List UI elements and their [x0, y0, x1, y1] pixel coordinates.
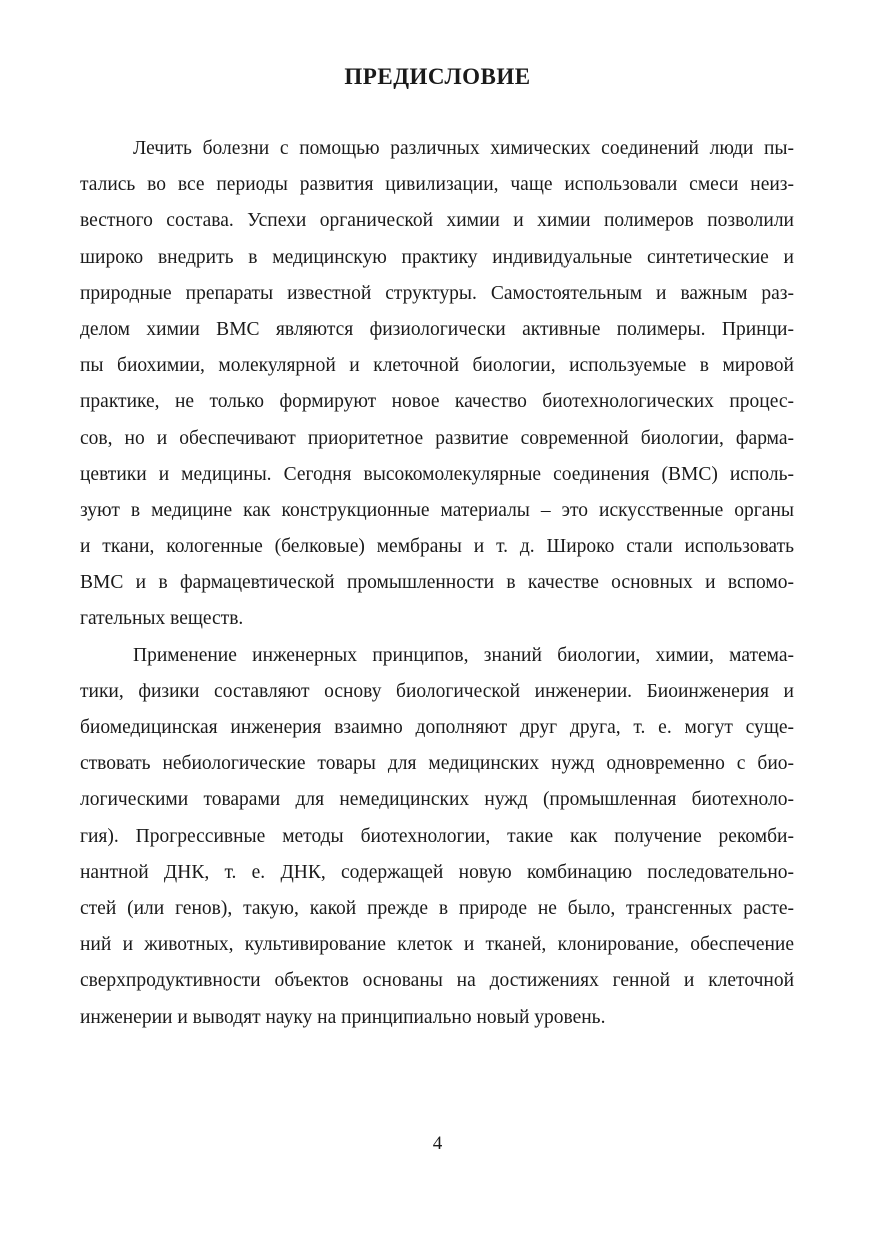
- paragraph-1: [80, 131, 794, 638]
- text-line: цевтики и медицины. Сегодня высокомолекулярные соединения (ВМС) исполь-: [80, 463, 794, 485]
- text-line: Лечить болезни с помощью различных химических соединений люди пы-: [133, 138, 794, 159]
- text-line: Применение инженерных принципов, знаний биологии, химии, матема-: [133, 644, 794, 666]
- text-line: практике, не только формируют новое качество биотехнологических процес-: [80, 391, 794, 413]
- text-line: пы биохимии, молекулярной и клеточной биологии, используемые в мировой: [80, 355, 794, 377]
- text-line: природные препараты известной структуры. Самостоятельным и важным раз-: [80, 282, 794, 304]
- text-line: сов, но и обеспечивают приоритетное развитие современной биологии, фарма-: [80, 427, 794, 449]
- text-line: биомедицинская инженерия взаимно дополняют друг друга, т. е. могут суще-: [80, 717, 794, 738]
- text-line: гательных веществ.: [80, 608, 244, 630]
- page-title: ПРЕДИСЛОВИЕ: [344, 64, 531, 89]
- text-line: вестного состава. Успехи органической химии и химии полимеров позволили: [80, 210, 794, 232]
- text-line: гия). Прогрессивные методы биотехнологии, такие как получение рекомби-: [80, 825, 794, 847]
- text-line: нантной ДНК, т. е. ДНК, содержащей новую комбинацию последовательно-: [80, 861, 794, 883]
- text-line: зуют в медицине как конструкционные материалы – это искусственные органы: [80, 499, 794, 521]
- body-text: [80, 131, 794, 1036]
- text-line: ний и животных, культивирование клеток и тканей, клонирование, обеспечение: [80, 934, 794, 956]
- text-line: ВМС и в фармацевтической промышленности в качестве основных и вспомо-: [80, 572, 794, 594]
- page-number: 4: [432, 1133, 443, 1154]
- text-line: и ткани, кологенные (белковые) мембраны и т. д. Широко стали использовать: [80, 536, 794, 558]
- text-line: тались во все периоды развития цивилизации, чаще использовали смеси неиз-: [80, 174, 794, 196]
- text-line: сверхпродуктивности объектов основаны на достижениях генной и клеточной: [80, 970, 794, 992]
- text-line: делом химии ВМС являются физиологически активные полимеры. Принци-: [80, 318, 794, 340]
- text-line: логическими товарами для немедицинских нужд (промышленная биотехноло-: [80, 789, 794, 811]
- text-line: инженерии и выводят науку на принципиально новый уровень.: [80, 1006, 606, 1028]
- text-line: стей (или генов), такую, какой прежде в природе не было, трансгенных расте-: [80, 897, 794, 919]
- text-line: тики, физики составляют основу биологической инженерии. Биоинженерия и: [80, 680, 794, 702]
- text-line: широко внедрить в медицинскую практику индивидуальные синтетические и: [80, 246, 794, 268]
- paragraph-2: [80, 638, 794, 1036]
- text-line: ствовать небиологические товары для медицинских нужд одновременно с био-: [80, 753, 794, 775]
